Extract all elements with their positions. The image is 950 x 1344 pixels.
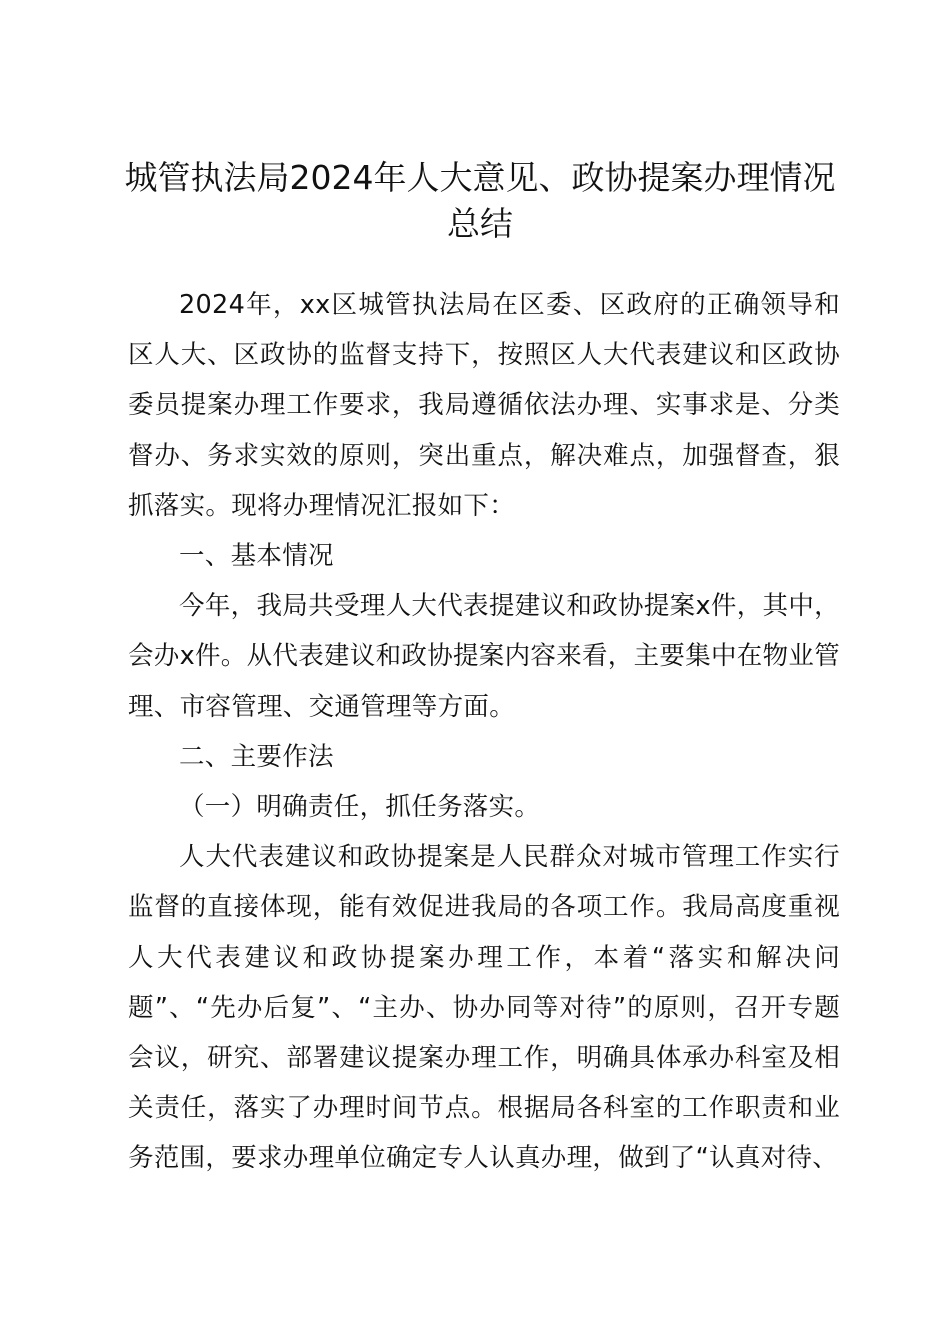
section-heading-basic-situation: 一、基本情况 (179, 541, 334, 572)
document-title: 城管执法局2024年人大意见、政协提案办理情况总结 (124, 158, 836, 243)
subsection-heading-responsibility: （一）明确责任，抓任务落实。 (179, 792, 541, 823)
responsibility-paragraph: 人大代表建议和政协提案是人民群众对城市管理工作实行监督的直接体现，能有效促进我局的各项工作。我局高度重视人大代表建议和政协提案办理工作，本着“落实和解决问题”、“先办后复”、“主办、协办同等对待”的原则，召开专题会议，研究、部署建议提案办理工作，明确具体承办科室及相关责任，落实了办理时间节点。根据局各科室的工作职责和业务范围，要求办理单位确定专人认真办理，做到了“认真对待、 (128, 842, 840, 1174)
document-body (128, 280, 840, 1184)
section-heading-main-practices: 二、主要作法 (179, 741, 334, 772)
intro-paragraph: 2024年，xx区城管执法局在区委、区政府的正确领导和区人大、区政协的监督支持下，按照区人大代表建议和区政协委员提案办理工作要求，我局遵循依法办理、实事求是、分类督办、务求实效的原则，突出重点，解决难点，加强督查，狠抓落实。现将办理情况汇报如下： (128, 290, 840, 521)
basic-situation-paragraph: 今年，我局共受理人大代表提建议和政协提案x件，其中，会办x件。从代表建议和政协提案内容来看，主要集中在物业管理、市容管理、交通管理等方面。 (128, 591, 840, 722)
